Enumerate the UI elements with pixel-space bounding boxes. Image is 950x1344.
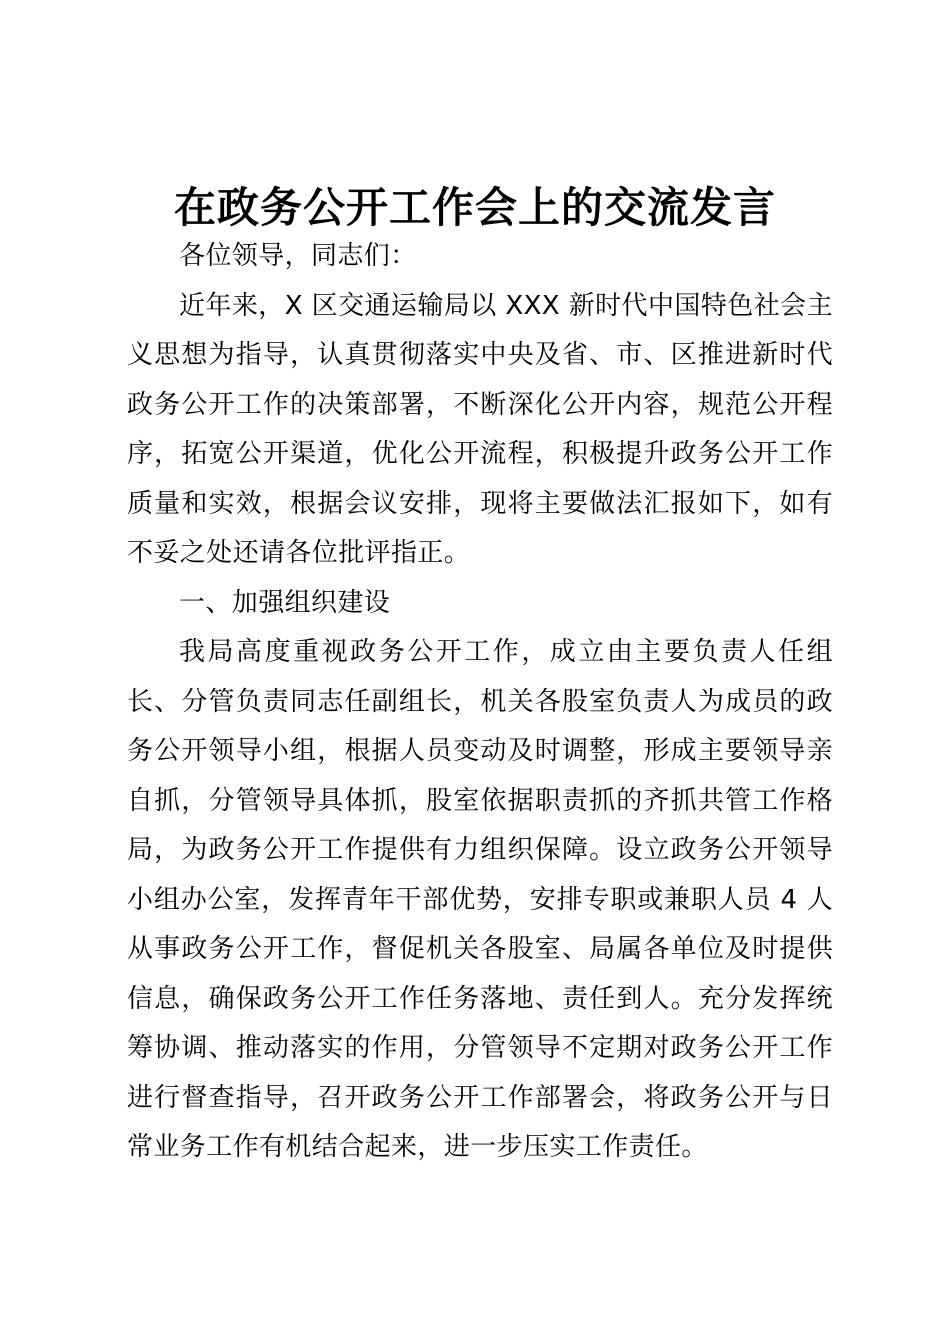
paragraph-intro: 近年来，X 区交通运输局以 XXX 新时代中国特色社会主义思想为指导，认真贯彻落实中央及省、市、区推进新时代政务公开工作的决策部署，不断深化公开内容，规范公开程序，拓宽公开渠道，优化公开流程，积极提升政务公开工作质量和实效，根据会议安排，现将主要做法汇报如下，如有不妥之处还请各位批评指正。	[127, 290, 833, 568]
document-body	[127, 232, 833, 1173]
document-title: 在政务公开工作会上的交流发言	[173, 183, 776, 232]
paragraph-organization: 我局高度重视政务公开工作，成立由主要负责人任组长、分管负责同志任副组长，机关各股室负责人为成员的政务公开领导小组，根据人员变动及时调整，形成主要领导亲自抓，分管领导具体抓，股室依据职责抓的齐抓共管工作格局，为政务公开工作提供有力组织保障。设立政务公开领导小组办公室，发挥青年干部优势，安排专职或兼职人员 4 人从事政务公开工作，督促机关各股室、局属各单位及时提供信息，确保政务公开工作任务落地、责任到人。充分发挥统筹协调、推动落实的作用，分管领导不定期对政务公开工作进行督查指导，召开政务公开工作部署会，将政务公开与日常业务工作有机结合起来，进一步压实工作责任。	[127, 637, 833, 1162]
section-heading: 一、加强组织建设	[179, 587, 391, 618]
salutation: 各位领导，同志们：	[179, 241, 417, 271]
